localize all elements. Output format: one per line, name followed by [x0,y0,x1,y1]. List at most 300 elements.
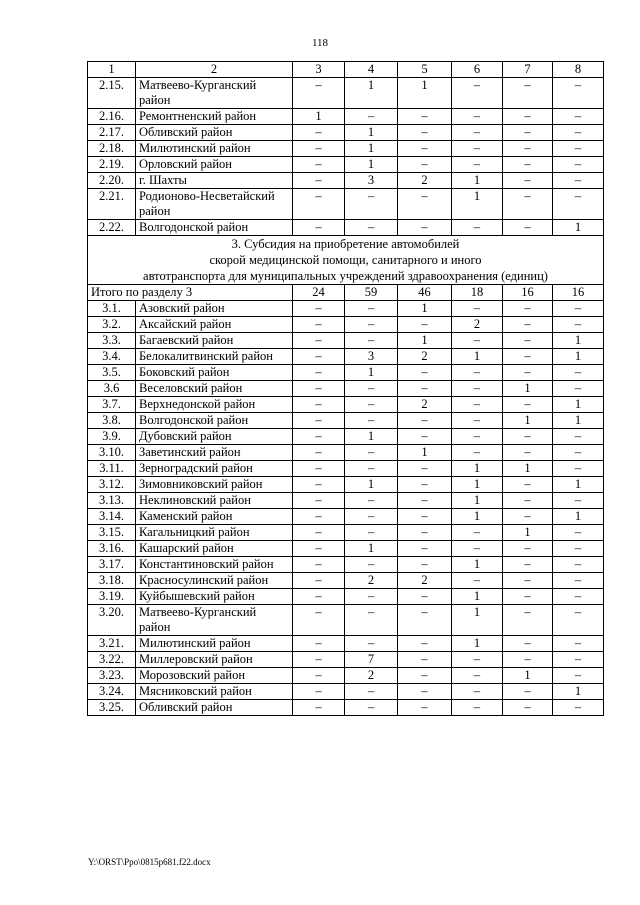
value-cell: – [398,477,452,493]
value-cell: – [503,333,553,349]
row-number: 3.11. [88,461,136,477]
value-cell: – [503,541,553,557]
section-title-line: автотранспорта для муниципальных учреждений здравоохранения (единиц) [143,269,548,283]
value-cell: – [345,525,398,541]
row-number: 3.19. [88,589,136,605]
row-number: 3.13. [88,493,136,509]
value-cell: 1 [398,445,452,461]
value-cell: – [398,109,452,125]
value-cell: – [503,684,553,700]
row-number: 2.20. [88,173,136,189]
value-cell: 1 [553,413,604,429]
value-cell: 1 [398,301,452,317]
value-cell: – [293,541,345,557]
value-cell: – [345,700,398,716]
value-cell: 1 [345,125,398,141]
value-cell: 3 [345,349,398,365]
value-cell: – [452,525,503,541]
table-row [88,461,604,477]
total-value: 16 [503,285,553,301]
value-cell: 1 [553,349,604,365]
value-cell: 2 [398,573,452,589]
value-cell: – [452,141,503,157]
row-number: 2.22. [88,220,136,236]
value-cell: – [398,589,452,605]
value-cell: 2 [398,349,452,365]
value-cell: 1 [345,157,398,173]
value-cell: 1 [503,461,553,477]
value-cell: 1 [452,477,503,493]
section-total-row [88,285,604,301]
table-row [88,477,604,493]
section-title-line: скорой медицинской помощи, санитарного и иного [209,253,482,267]
value-cell: – [293,652,345,668]
district-name: Обливский район [136,125,293,141]
value-cell: 1 [503,668,553,684]
value-cell: 2 [398,173,452,189]
table-row [88,557,604,573]
district-name: Мясниковский район [136,684,293,700]
value-cell: – [293,220,345,236]
value-cell: 1 [398,78,452,109]
total-value: 59 [345,285,398,301]
district-name: Миллеровский район [136,652,293,668]
value-cell: – [398,125,452,141]
value-cell: – [452,109,503,125]
value-cell: – [452,668,503,684]
value-cell: – [452,397,503,413]
value-cell: – [293,557,345,573]
row-number: 3.24. [88,684,136,700]
footer-file-path: Y:\ORST\Ppo\0815p681.f22.docx [88,857,211,867]
value-cell: – [398,189,452,220]
value-cell: – [503,125,553,141]
value-cell: – [452,652,503,668]
value-cell: – [345,684,398,700]
district-name: Веселовский район [136,381,293,397]
district-name: Зерноградский район [136,461,293,477]
table-row [88,541,604,557]
column-number-row [88,62,604,78]
value-cell: – [452,541,503,557]
value-cell: – [398,652,452,668]
value-cell: – [503,397,553,413]
row-number: 3.17. [88,557,136,573]
value-cell: – [553,573,604,589]
value-cell: – [398,157,452,173]
value-cell: 1 [452,189,503,220]
total-value: 46 [398,285,452,301]
row-number: 3.5. [88,365,136,381]
value-cell: 1 [553,477,604,493]
value-cell: 7 [345,652,398,668]
section-total-label: Итого по разделу 3 [88,285,293,301]
district-name: Верхнедонской район [136,397,293,413]
value-cell: 1 [553,684,604,700]
value-cell: – [345,557,398,573]
value-cell: – [345,317,398,333]
district-name: Белокалитвинский район [136,349,293,365]
value-cell: – [452,684,503,700]
row-number: 3.22. [88,652,136,668]
district-name: Морозовский район [136,668,293,684]
column-number: 8 [553,62,604,78]
value-cell: – [345,445,398,461]
value-cell: – [398,668,452,684]
value-cell: – [553,541,604,557]
table-row [88,413,604,429]
district-name: Ремонтненский район [136,109,293,125]
value-cell: – [452,381,503,397]
value-cell: 1 [452,461,503,477]
district-name: Матвеево-Курганский район [136,605,293,636]
value-cell: 1 [553,397,604,413]
value-cell: – [503,557,553,573]
value-cell: – [293,301,345,317]
value-cell: – [293,157,345,173]
row-number: 3.15. [88,525,136,541]
column-number: 1 [88,62,136,78]
table-row [88,652,604,668]
value-cell: – [452,157,503,173]
value-cell: – [503,477,553,493]
value-cell: – [452,445,503,461]
value-cell: – [345,397,398,413]
value-cell: – [398,700,452,716]
row-number: 3.14. [88,509,136,525]
value-cell: – [553,141,604,157]
value-cell: – [293,333,345,349]
value-cell: 1 [452,349,503,365]
row-number: 2.18. [88,141,136,157]
value-cell: – [345,493,398,509]
value-cell: – [293,349,345,365]
table-row [88,333,604,349]
table-row [88,700,604,716]
district-name: Кагальницкий район [136,525,293,541]
row-number: 2.19. [88,157,136,173]
district-name: Боковский район [136,365,293,381]
table-row [88,636,604,652]
value-cell: – [345,605,398,636]
value-cell: – [452,413,503,429]
value-cell: 1 [452,557,503,573]
value-cell: – [398,541,452,557]
value-cell: 1 [452,636,503,652]
value-cell: – [503,157,553,173]
table-row [88,365,604,381]
value-cell: – [553,700,604,716]
district-name: Обливский район [136,700,293,716]
value-cell: 1 [553,509,604,525]
table-row [88,349,604,365]
value-cell: – [293,78,345,109]
table-row [88,493,604,509]
row-number: 3.7. [88,397,136,413]
value-cell: – [293,509,345,525]
value-cell: – [553,109,604,125]
value-cell: – [503,509,553,525]
table-row [88,668,604,684]
value-cell: – [503,445,553,461]
district-name: Волгодонской район [136,413,293,429]
row-number: 3.9. [88,429,136,445]
table-row [88,589,604,605]
value-cell: 1 [345,477,398,493]
row-number: 3.8. [88,413,136,429]
value-cell: – [398,317,452,333]
table-row [88,141,604,157]
district-name: Аксайский район [136,317,293,333]
value-cell: – [398,684,452,700]
value-cell: – [553,381,604,397]
value-cell: – [503,493,553,509]
column-number: 7 [503,62,553,78]
page-number: 118 [311,37,329,49]
district-name: Милютинский район [136,141,293,157]
district-name: Куйбышевский район [136,589,293,605]
value-cell: – [503,589,553,605]
row-number: 3.4. [88,349,136,365]
value-cell: – [398,605,452,636]
value-cell: – [293,700,345,716]
value-cell: – [503,429,553,445]
value-cell: – [293,668,345,684]
table-row [88,605,604,636]
district-name: Красносулинский район [136,573,293,589]
table-row [88,109,604,125]
value-cell: – [293,636,345,652]
column-number: 4 [345,62,398,78]
value-cell: – [293,429,345,445]
district-name: Каменский район [136,509,293,525]
value-cell: – [293,397,345,413]
value-cell: – [503,317,553,333]
value-cell: – [293,605,345,636]
district-name: Кашарский район [136,541,293,557]
table-row [88,684,604,700]
value-cell: – [345,109,398,125]
value-cell: 1 [503,413,553,429]
value-cell: – [293,189,345,220]
district-name: Дубовский район [136,429,293,445]
row-number: 3.3. [88,333,136,349]
value-cell: – [293,493,345,509]
value-cell: – [553,589,604,605]
value-cell: – [503,301,553,317]
table-row [88,157,604,173]
value-cell: – [553,78,604,109]
table-row [88,317,604,333]
table-row [88,189,604,220]
value-cell: – [398,413,452,429]
value-cell: 1 [345,429,398,445]
value-cell: – [345,461,398,477]
column-number: 6 [452,62,503,78]
table-row [88,397,604,413]
total-value: 24 [293,285,345,301]
value-cell: – [293,684,345,700]
value-cell: – [553,189,604,220]
value-cell: – [452,78,503,109]
value-cell: 1 [452,173,503,189]
row-number: 3.18. [88,573,136,589]
value-cell: – [398,381,452,397]
value-cell: – [345,381,398,397]
value-cell: – [553,317,604,333]
value-cell: 1 [293,109,345,125]
district-name: Родионово-Несветайский район [136,189,293,220]
value-cell: – [345,509,398,525]
value-cell: – [293,477,345,493]
district-name: Волгодонской район [136,220,293,236]
table-row [88,445,604,461]
value-cell: – [553,493,604,509]
value-cell: 1 [398,333,452,349]
value-cell: – [345,636,398,652]
value-cell: 1 [503,525,553,541]
value-cell: – [345,413,398,429]
value-cell: 1 [503,381,553,397]
table-row [88,173,604,189]
district-name: г. Шахты [136,173,293,189]
district-name: Милютинский район [136,636,293,652]
value-cell: 2 [452,317,503,333]
value-cell: – [503,365,553,381]
value-cell: – [503,189,553,220]
row-number: 2.15. [88,78,136,109]
district-name: Зимовниковский район [136,477,293,493]
value-cell: – [503,109,553,125]
value-cell: – [503,652,553,668]
value-cell: – [398,220,452,236]
value-cell: – [293,413,345,429]
value-cell: – [398,141,452,157]
row-number: 3.20. [88,605,136,636]
value-cell: – [553,365,604,381]
value-cell: – [293,125,345,141]
table-row [88,78,604,109]
value-cell: – [345,220,398,236]
value-cell: – [553,157,604,173]
value-cell: – [452,333,503,349]
table-row [88,429,604,445]
row-number: 3.21. [88,636,136,652]
value-cell: 1 [452,589,503,605]
value-cell: – [398,557,452,573]
value-cell: – [293,445,345,461]
row-number: 2.21. [88,189,136,220]
value-cell: – [293,573,345,589]
value-cell: – [503,573,553,589]
value-cell: – [503,700,553,716]
row-number: 3.2. [88,317,136,333]
table-row [88,509,604,525]
value-cell: 1 [553,333,604,349]
table-row [88,125,604,141]
section-header-row [88,236,604,285]
value-cell: – [452,220,503,236]
row-number: 2.17. [88,125,136,141]
table-body [88,62,604,716]
district-name: Багаевский район [136,333,293,349]
value-cell: – [553,173,604,189]
value-cell: – [503,173,553,189]
value-cell: 1 [345,365,398,381]
value-cell: 1 [345,541,398,557]
value-cell: – [452,125,503,141]
column-number: 5 [398,62,452,78]
value-cell: – [293,173,345,189]
value-cell: – [553,652,604,668]
row-number: 3.23. [88,668,136,684]
value-cell: – [503,349,553,365]
value-cell: – [553,668,604,684]
table-row [88,573,604,589]
value-cell: – [553,605,604,636]
value-cell: – [503,220,553,236]
district-name: Матвеево-Курганский район [136,78,293,109]
value-cell: – [293,461,345,477]
value-cell: – [293,317,345,333]
value-cell: – [452,429,503,445]
row-number: 3.1. [88,301,136,317]
value-cell: – [452,301,503,317]
value-cell: 2 [345,573,398,589]
row-number: 3.6 [88,381,136,397]
total-value: 16 [553,285,604,301]
total-value: 18 [452,285,503,301]
value-cell: 3 [345,173,398,189]
subsidy-table [87,61,604,716]
table-row [88,381,604,397]
value-cell: – [452,700,503,716]
value-cell: – [345,589,398,605]
value-cell: – [553,445,604,461]
value-cell: – [345,333,398,349]
value-cell: – [398,509,452,525]
value-cell: 2 [398,397,452,413]
value-cell: – [553,429,604,445]
value-cell: – [398,429,452,445]
row-number: 3.10. [88,445,136,461]
district-name: Орловский район [136,157,293,173]
row-number: 3.16. [88,541,136,557]
value-cell: 2 [345,668,398,684]
value-cell: – [503,141,553,157]
district-name: Неклиновский район [136,493,293,509]
value-cell: – [553,636,604,652]
value-cell: – [398,525,452,541]
value-cell: 1 [452,509,503,525]
value-cell: – [503,636,553,652]
value-cell: – [452,573,503,589]
value-cell: – [398,636,452,652]
table-row [88,220,604,236]
value-cell: – [345,189,398,220]
value-cell: – [452,365,503,381]
section-title [88,236,604,285]
row-number: 2.16. [88,109,136,125]
value-cell: 1 [553,220,604,236]
table-row [88,525,604,541]
row-number: 3.12. [88,477,136,493]
value-cell: – [398,461,452,477]
value-cell: 1 [345,78,398,109]
value-cell: – [293,525,345,541]
value-cell: – [345,301,398,317]
value-cell: – [553,557,604,573]
